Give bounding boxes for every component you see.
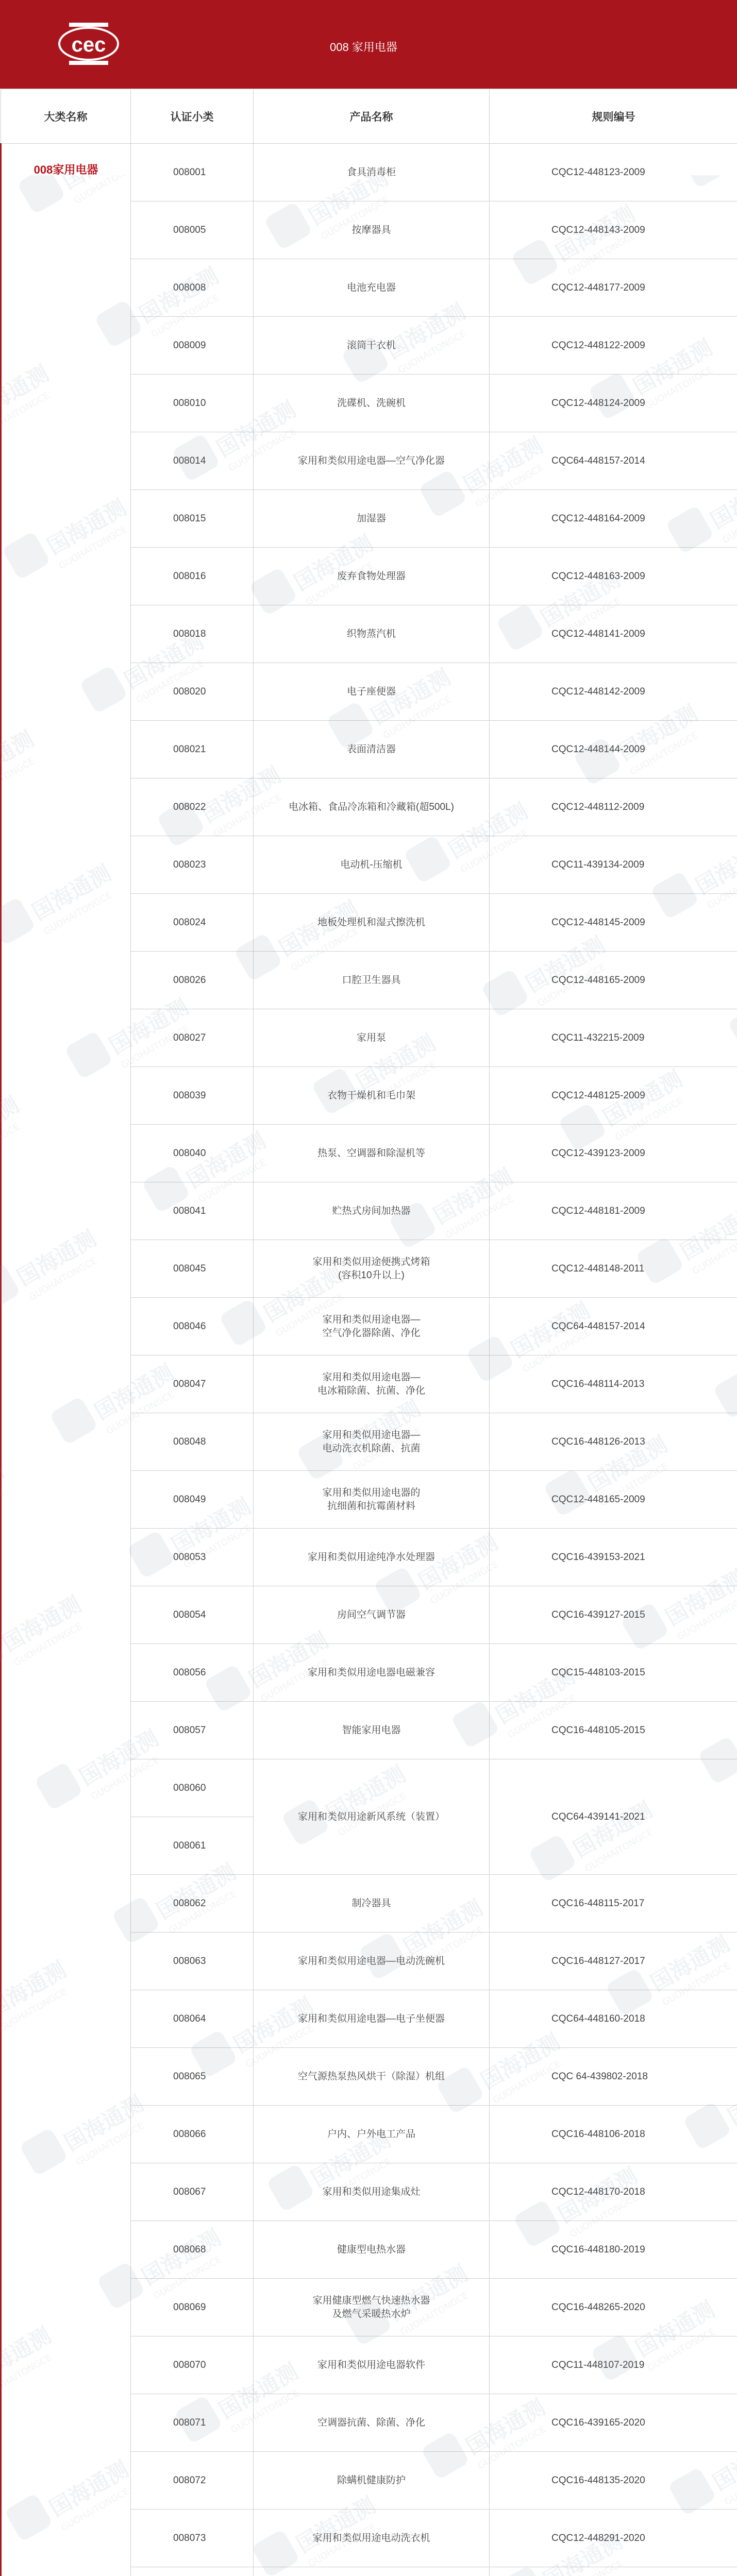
code-cell: 008041 <box>131 1182 254 1240</box>
rule-cell: CQC 64-439802-2018 <box>490 2048 737 2106</box>
rule-cell: CQC16-448135-2020 <box>490 2452 737 2510</box>
table-header-row <box>1 89 737 144</box>
code-cell: 008027 <box>131 1009 254 1067</box>
rule-cell: CQC16-448127-2017 <box>490 1933 737 1990</box>
code-cell: 008053 <box>131 1529 254 1586</box>
code-cell: 008046 <box>131 1298 254 1355</box>
rule-cell: CQC64-448157-2014 <box>490 1298 737 1355</box>
rule-cell: CQC12-448163-2009 <box>490 548 737 605</box>
rule-cell: CQC16-448106-2018 <box>490 2106 737 2163</box>
product-cell: 废弃食物处理器 <box>254 548 490 605</box>
code-cell: 008014 <box>131 432 254 490</box>
code-cell: 008040 <box>131 1125 254 1182</box>
code-cell: 008068 <box>131 2221 254 2279</box>
code-cell: 008048 <box>131 1413 254 1471</box>
code-cell: 008026 <box>131 952 254 1009</box>
product-cell: 食具消毒柜 <box>254 144 490 201</box>
code-cell: 008008 <box>131 259 254 317</box>
rule-cell: CQC12-448125-2009 <box>490 1067 737 1125</box>
product-cell: 家用健康型燃气快速热水器 及燃气采暖热水炉 <box>254 2279 490 2336</box>
rule-cell: CQC12-448291-2020 <box>490 2510 737 2567</box>
product-cell: 电池充电器 <box>254 259 490 317</box>
code-cell: 008069 <box>131 2279 254 2336</box>
code-cell: 008045 <box>131 1240 254 1298</box>
product-cell: 家用和类似用途便携式烤箱 (容积10升以上) <box>254 1240 490 1298</box>
code-cell: 008063 <box>131 1933 254 1990</box>
rule-cell: CQC64-448160-2018 <box>490 1990 737 2048</box>
code-cell: 008054 <box>131 1586 254 1644</box>
page-title: 008 家用电器 <box>330 41 397 54</box>
code-cell: 008016 <box>131 548 254 605</box>
code-cell: 008047 <box>131 1355 254 1413</box>
product-cell: 贮热式房间加热器 <box>254 1182 490 1240</box>
product-cell: 表面清洁器 <box>254 721 490 778</box>
code-cell: 008057 <box>131 1702 254 1759</box>
rule-cell: CQC16-439127-2015 <box>490 1586 737 1644</box>
product-cell: 家用和类似用途电动洗衣机 <box>254 2510 490 2567</box>
product-cell: 热泵、空调器和除湿机等 <box>254 1125 490 1182</box>
code-cell: 008024 <box>131 894 254 952</box>
code-cell: 008066 <box>131 2106 254 2163</box>
product-cell: 地板处理机和湿式擦洗机 <box>254 894 490 952</box>
rule-cell: CQC12-448177-2009 <box>490 259 737 317</box>
product-cell: 衣物干燥机和毛巾架 <box>254 1067 490 1125</box>
code-cell: 008020 <box>131 663 254 721</box>
code-cell: 008056 <box>131 1644 254 1702</box>
code-cell: 008005 <box>131 201 254 259</box>
code-cell: 008060 <box>131 1759 254 1817</box>
product-cell: 加湿器 <box>254 490 490 548</box>
table-row <box>1 144 737 201</box>
rule-cell: CQC16-448180-2019 <box>490 2221 737 2279</box>
product-cell: 家用和类似用途电器—电动洗碗机 <box>254 1933 490 1990</box>
rule-cell: CQC12-448122-2009 <box>490 317 737 375</box>
rule-cell: CQC12-448170-2018 <box>490 2163 737 2221</box>
product-cell: 滚筒干衣机 <box>254 317 490 375</box>
rule-cell: CQC16-439165-2020 <box>490 2394 737 2452</box>
product-cell: 家用和类似用途电器电磁兼容 <box>254 1644 490 1702</box>
rule-cell: CQC12-448144-2009 <box>490 721 737 778</box>
rule-cell: CQC12-448141-2009 <box>490 605 737 663</box>
rule-cell: CQC16-448114-2013 <box>490 1355 737 1413</box>
code-cell: 008001 <box>131 144 254 201</box>
code-cell: 008061 <box>131 1817 254 1875</box>
table-body <box>1 144 737 2576</box>
rule-cell: CQC12-439123-2009 <box>490 1125 737 1182</box>
code-cell: 008039 <box>131 1067 254 1125</box>
rule-cell: CQC11-439134-2009 <box>490 836 737 894</box>
product-cell: 户内、户外电工产品 <box>254 2106 490 2163</box>
code-cell: 008071 <box>131 2394 254 2452</box>
product-cell: 洗碟机、洗碗机 <box>254 375 490 432</box>
product-cell: 织物蒸汽机 <box>254 605 490 663</box>
rule-cell: CQC11-448107-2019 <box>490 2336 737 2394</box>
rule-cell: CQC11-432215-2009 <box>490 1009 737 1067</box>
product-cell: 智能家用电器 <box>254 1702 490 1759</box>
rule-cell: CQC15-448103-2015 <box>490 1644 737 1702</box>
product-cell: 家用和类似用途电器—空气净化器 <box>254 432 490 490</box>
product-cell: 家用泵 <box>254 1009 490 1067</box>
code-cell: 008018 <box>131 605 254 663</box>
code-cell: 008023 <box>131 836 254 894</box>
product-cell: 家用和类似用途电器— 电动洗衣机除菌、抗菌 <box>254 1413 490 1471</box>
code-cell: 008021 <box>131 721 254 778</box>
column-header-code: 认证小类 <box>131 89 254 144</box>
product-cell: 家用和类似用途电器软件 <box>254 2336 490 2394</box>
product-cell: 按摩器具 <box>254 201 490 259</box>
code-cell: 008009 <box>131 317 254 375</box>
column-header-category: 大类名称 <box>1 89 131 144</box>
product-cell: 电动机-压缩机 <box>254 836 490 894</box>
rule-cell: CQC16-448126-2013 <box>490 1413 737 1471</box>
product-cell: 家用和类似用途电器的 抗细菌和抗霉菌材料 <box>254 1471 490 1529</box>
code-cell: 008073 <box>131 2510 254 2567</box>
code-cell: 008015 <box>131 490 254 548</box>
code-cell <box>131 2567 254 2576</box>
column-header-product: 产品名称 <box>254 89 490 144</box>
rule-cell: CQC12-448145-2009 <box>490 894 737 952</box>
code-cell: 008072 <box>131 2452 254 2510</box>
code-cell: 008067 <box>131 2163 254 2221</box>
cec-logo-icon <box>58 22 120 66</box>
rule-cell: CQC12-448165-2009 <box>490 952 737 1009</box>
column-header-rule: 规则编号 <box>490 89 737 144</box>
code-cell: 008070 <box>131 2336 254 2394</box>
rule-cell: CQC16-448265-2020 <box>490 2279 737 2336</box>
product-cell: 电子座便器 <box>254 663 490 721</box>
product-cell: 家用和类似用途电器— 空气净化器除菌、净化 <box>254 1298 490 1355</box>
code-cell: 008062 <box>131 1875 254 1933</box>
product-cell: 口腔卫生器具 <box>254 952 490 1009</box>
rule-cell: CQC16-448115-2017 <box>490 1875 737 1933</box>
rule-cell: CQC16-439153-2021 <box>490 1529 737 1586</box>
product-cell <box>254 2567 490 2576</box>
product-cell: 家用和类似用途新风系统（装置） <box>254 1759 490 1875</box>
rule-cell: CQC64-439141-2021 <box>490 1759 737 1875</box>
rule-cell: CQC12-448143-2009 <box>490 201 737 259</box>
product-cell: 除螨机健康防护 <box>254 2452 490 2510</box>
code-cell: 008010 <box>131 375 254 432</box>
product-cell: 家用和类似用途集成灶 <box>254 2163 490 2221</box>
product-cell: 家用和类似用途电器— 电冰箱除菌、抗菌、净化 <box>254 1355 490 1413</box>
product-cell: 制冷器具 <box>254 1875 490 1933</box>
rule-cell: CQC12-448142-2009 <box>490 663 737 721</box>
rule-cell <box>490 2567 737 2576</box>
rule-cell: CQC12-448181-2009 <box>490 1182 737 1240</box>
rule-cell: CQC12-448124-2009 <box>490 375 737 432</box>
rule-cell: CQC16-448105-2015 <box>490 1702 737 1759</box>
product-cell: 空调器抗菌、除菌、净化 <box>254 2394 490 2452</box>
svg-text:cec: cec <box>71 33 106 56</box>
code-cell: 008064 <box>131 1990 254 2048</box>
rule-cell: CQC12-448164-2009 <box>490 490 737 548</box>
page-header <box>0 0 737 89</box>
rule-cell: CQC12-448165-2009 <box>490 1471 737 1529</box>
certification-table <box>0 89 737 2576</box>
cec-logo <box>58 22 120 66</box>
product-cell: 家用和类似用途电器—电子坐便器 <box>254 1990 490 2048</box>
rule-cell: CQC64-448157-2014 <box>490 432 737 490</box>
category-cell: 008家用电器 <box>1 144 131 2576</box>
code-cell: 008049 <box>131 1471 254 1529</box>
code-cell: 008065 <box>131 2048 254 2106</box>
code-cell: 008022 <box>131 778 254 836</box>
rule-cell: CQC12-448112-2009 <box>490 778 737 836</box>
product-cell: 健康型电热水器 <box>254 2221 490 2279</box>
product-cell: 房间空气调节器 <box>254 1586 490 1644</box>
rule-cell: CQC12-448148-2011 <box>490 1240 737 1298</box>
rule-cell: CQC12-448123-2009 <box>490 144 737 201</box>
product-cell: 空气源热泵热风烘干（除湿）机组 <box>254 2048 490 2106</box>
product-cell: 家用和类似用途纯净水处理器 <box>254 1529 490 1586</box>
product-cell: 电冰箱、食品冷冻箱和冷藏箱(超500L) <box>254 778 490 836</box>
